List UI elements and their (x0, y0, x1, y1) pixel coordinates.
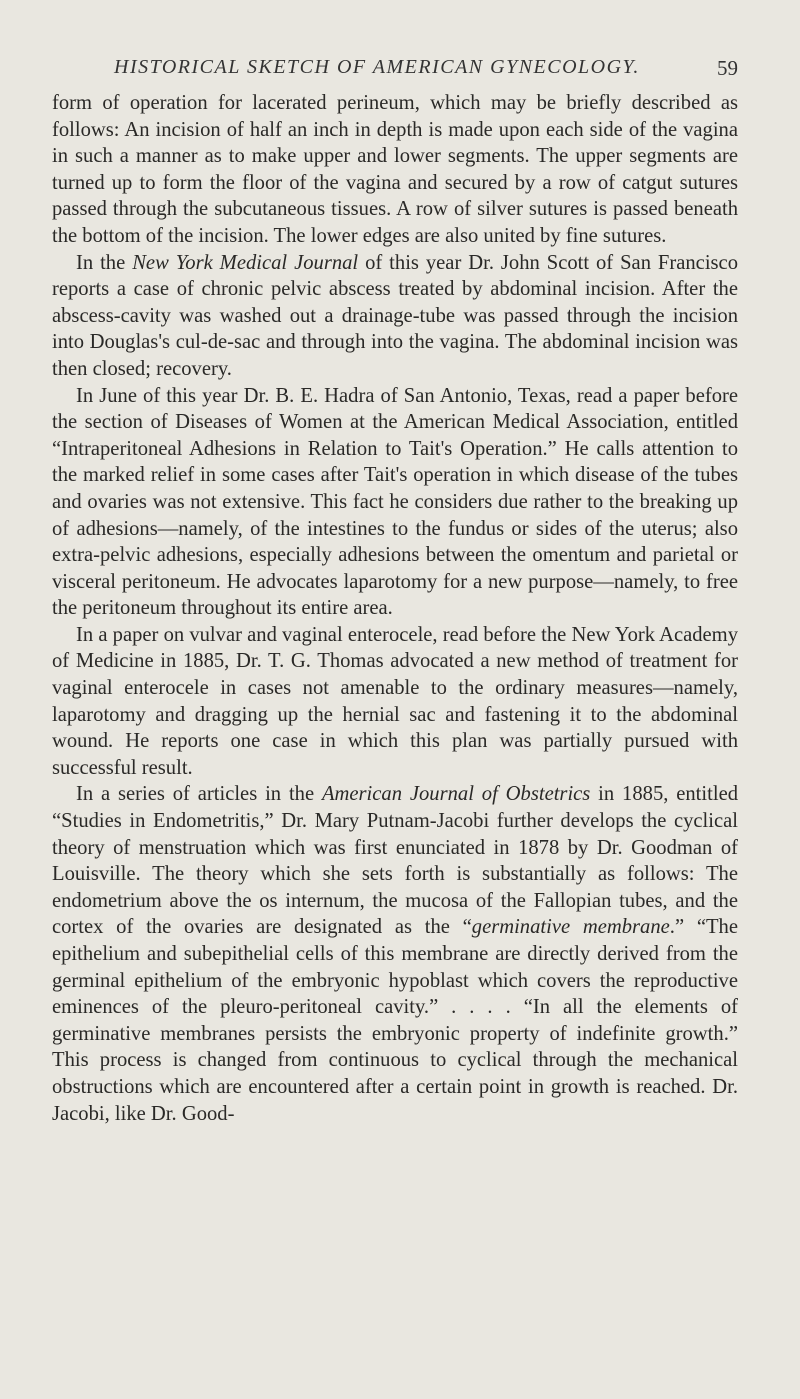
paragraph-pelvic-abscess: In the New York Medical Journal of this year Dr. John Scott of San Francisco reports a case of chronic pelvic abscess treated by abdominal incision. After the abscess-cavity was washed out a drainage-tube was passed through the incision into Douglas's cul-de-sac and through into the vagina. The abdominal incision was then closed; recovery. (52, 251, 738, 380)
page-header (52, 56, 738, 90)
paragraph-vaginal-enterocele: In a paper on vulvar and vaginal enterocele, read before the New York Academy of Medicine in 1885, Dr. T. G. Thomas advocated a new method of treatment for vaginal enterocele in cases not amenable to the ordinary measures—namely, laparotomy and dragging up the hernial sac and fastening it to the abdominal wound. He reports one case in which this plan was partially pursued with successful result. (52, 623, 738, 779)
paragraph-intraperitoneal-adhesions: In June of this year Dr. B. E. Hadra of San Antonio, Texas, read a paper before the section of Diseases of Women at the American Medical Association, entitled “Intraperitoneal Adhesions in Relation to Tait's Operation.” He calls attention to the marked relief in some cases after Tait's operation in which disease of the tubes and ovaries was not extensive. This fact he considers due rather to the breaking up of adhesions—namely, of the intestines to the fundus or sides of the uterus; also extra-pelvic adhesions, especially adhesions between the omentum and parietal or visceral peritoneum. He advocates laparotomy for a new purpose—namely, to free the peritoneum throughout its entire area. (52, 384, 738, 620)
paragraph-perineum-operation: form of operation for lacerated perineum, which may be briefly described as follows: An incision of half an inch in depth is made upon each side of the vagina in such a manner as to make upper and lower segments. The upper segments are turned up to form the floor of the vagina and secured by a row of catgut sutures passed through the subcutaneous tissues. A row of silver sutures is passed beneath the bottom of the incision. The lower edges are also united by fine sutures. (52, 92, 738, 247)
paragraph-endometritis: In a series of articles in the American Journal of Obstetrics in 1885, entitled “Studies in Endometritis,” Dr. Mary Putnam-Jacobi further develops the cyclical theory of menstruation which was first enunciated in 1878 by Dr. Goodman of Louisville. The theory which she sets forth is substantially as follows: The endometrium above the os internum, the mucosa of the Fallopian tubes, and the cortex of the ovaries are designated as the “germinative membrane.” “The epithelium and subepithelial cells of this membrane are directly derived from the germinal epithelium of the embryonic hypoblast which covers the reproductive eminences of the pleuro-peritoneal cavity.” . . . . “In all the elements of germinative membranes persists the embryonic property of indefinite growth.” This process is changed from continuous to cyclical through the mechanical obstructions which are encountered after a certain point in growth is reached. Dr. Jacobi, like Dr. Good- (52, 783, 739, 1125)
running-title: HISTORICAL SKETCH OF AMERICAN GYNECOLOGY. (114, 56, 640, 78)
journal-title: New York Medical Journal (132, 251, 359, 274)
term-germinative-membrane: germinative membrane (471, 916, 670, 939)
page-number: 59 (717, 56, 738, 80)
body-text (52, 90, 738, 1127)
journal-title: American Journal of Obstetrics (321, 783, 591, 806)
